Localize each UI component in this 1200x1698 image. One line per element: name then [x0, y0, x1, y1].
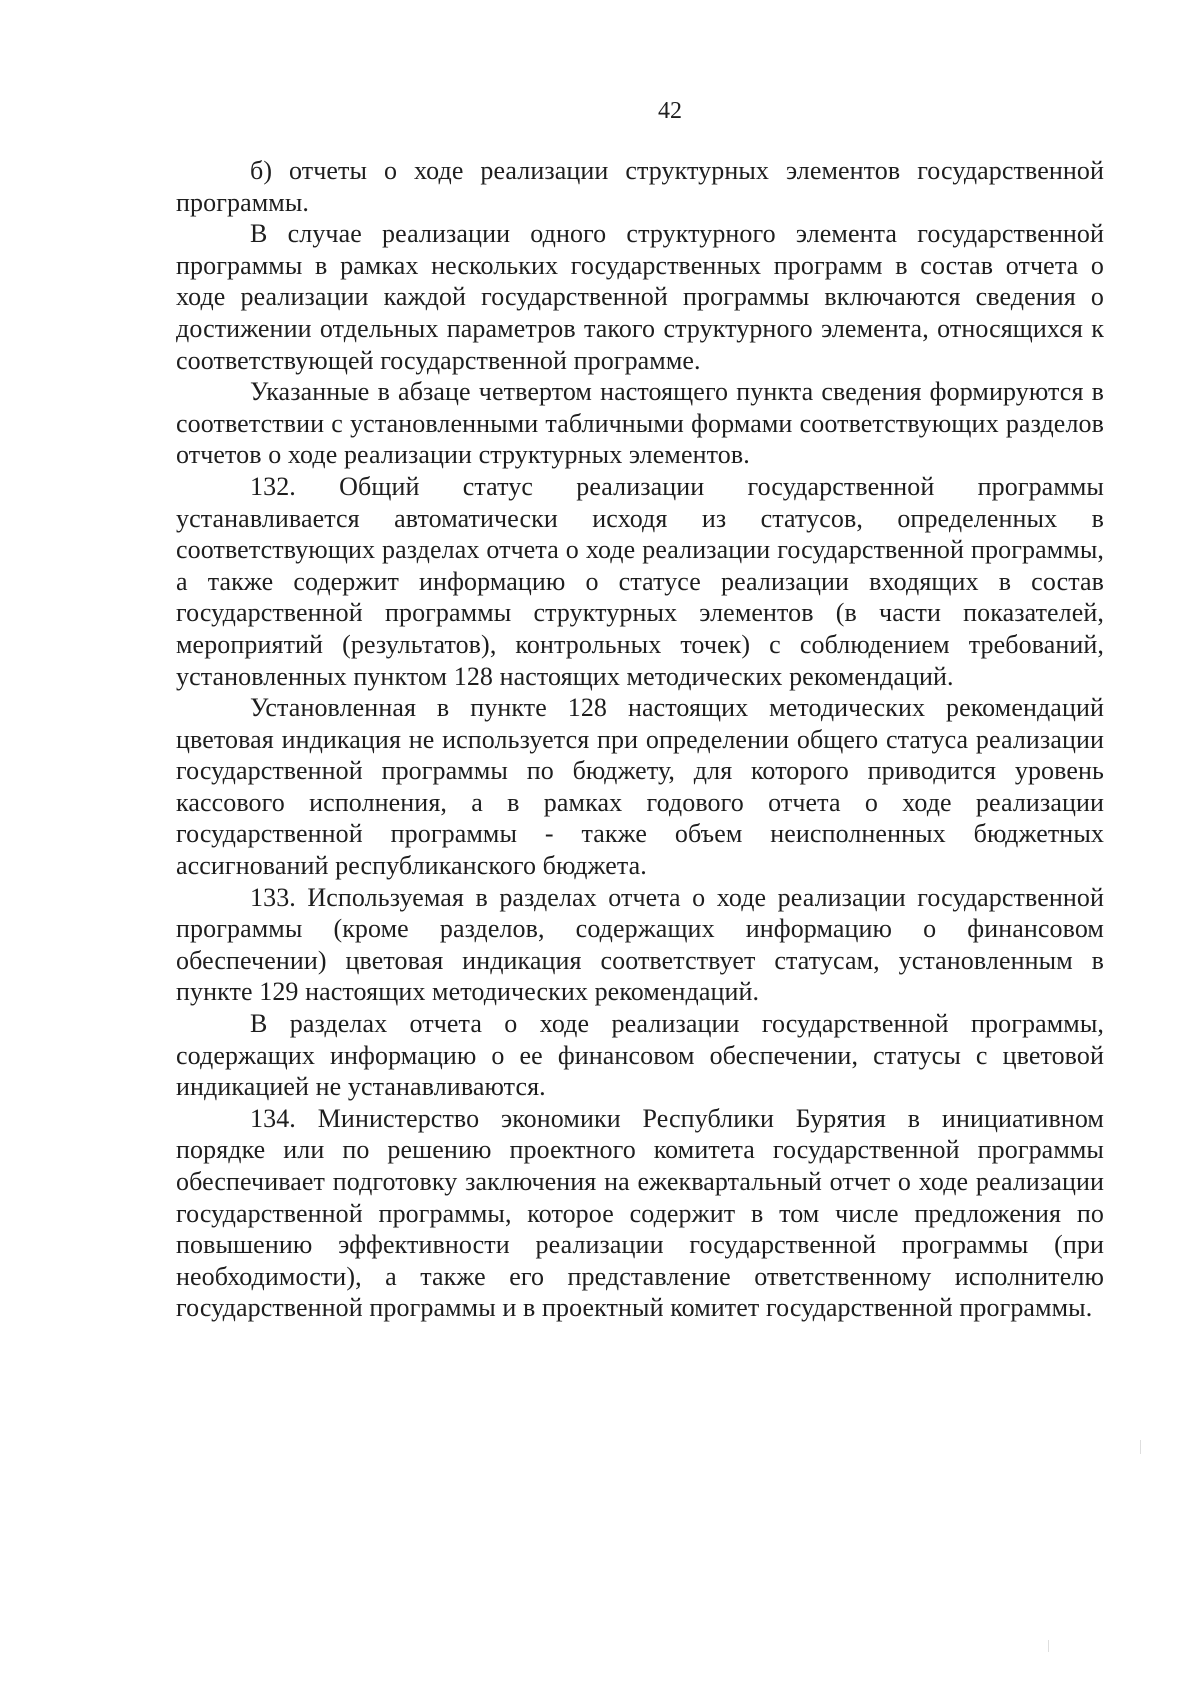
paragraph-134-ministry-conclusion: 134. Министерство экономики Республики Бурятия в инициативном порядке или по решению проектного комитета государственной программы обеспечивает подготовку заключения на ежеквартальный отчет о ходе реализации государственной программы, которое содержит в том числе предложения по повышению эффективности реализации государственной программы (при необходимости), а также его представление ответственному исполнителю государственной программы и в проектный комитет государственной программы.	[176, 1103, 1104, 1323]
scan-edge-mark	[1048, 1640, 1049, 1652]
paragraph-report-types: б) отчеты о ходе реализации структурных элементов государственной программы.	[176, 156, 1104, 217]
paragraph-133-color-indication: 133. Используемая в разделах отчета о ходе реализации государственной программы (кроме разделов, содержащих информацию о финансовом обеспечении) цветовая индикация соответствует статусам, установленным в пункте 129 настоящих методических рекомендаций.	[176, 882, 1104, 1007]
scan-edge-mark	[1140, 1440, 1141, 1454]
paragraph-color-indication-budget: Установленная в пункте 128 настоящих методических рекомендаций цветовая индикация не используется при определении общего статуса реализации государственной программы по бюджету, для которого приводится уровень кассового исполнения, а в рамках годового отчета о ходе реализации государственной программы - также объем неисполненных бюджетных ассигнований республиканского бюджета.	[176, 693, 1104, 881]
paragraph-financial-sections: В разделах отчета о ходе реализации государственной программы, содержащих информацию о ее финансовом обеспечении, статусы с цветовой индикацией не устанавливаются.	[176, 1009, 1104, 1102]
paragraph-multi-program-element: В случае реализации одного структурного элемента государственной программы в рамках нескольких государственных программ в состав отчета о ходе реализации каждой государственной программы включаются сведения о достижении отдельных параметров такого структурного элемента, относящихся к соответствующей государственной программе.	[176, 219, 1104, 375]
paragraph-information-forms: Указанные в абзаце четвертом настоящего пункта сведения формируются в соответствии с установленными табличными формами соответствующих разделов отчетов о ходе реализации структурных элементов.	[176, 377, 1104, 470]
document-body	[176, 155, 1104, 1324]
paragraph-132-overall-status: 132. Общий статус реализации государственной программы устанавливается автоматически исходя из статусов, определенных в соответствующих разделах отчета о ходе реализации государственной программы, а также содержит информацию о статусе реализации входящих в состав государственной программы структурных элементов (в части показателей, мероприятий (результатов), контрольных точек) с соблюдением требований, установленных пунктом 128 настоящих методических рекомендаций.	[176, 471, 1104, 691]
page-number: 42	[658, 98, 682, 124]
